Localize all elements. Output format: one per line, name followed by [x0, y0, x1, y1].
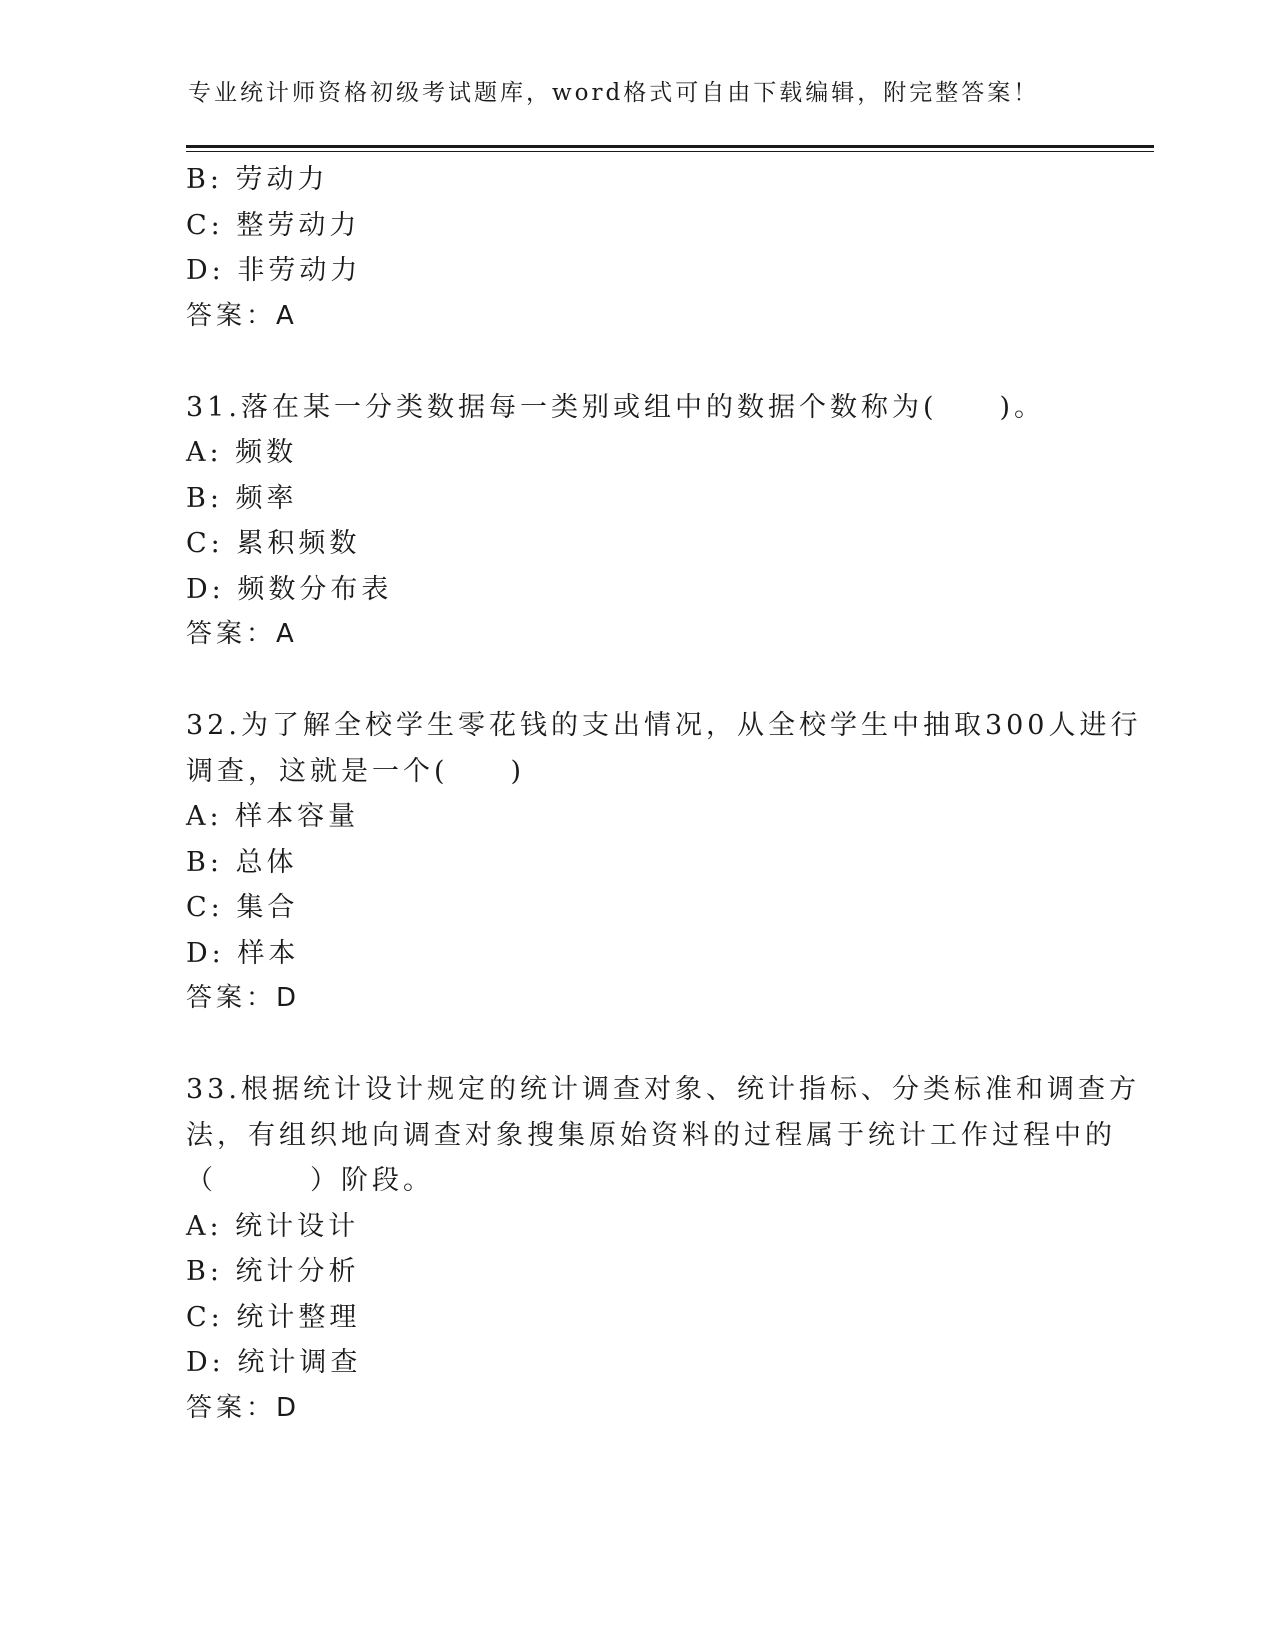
question-32	[186, 703, 1142, 1022]
option-c: C: 统计整理	[186, 1301, 361, 1333]
question-list	[186, 157, 1142, 1431]
question-stem-line-1: 32.为了解全校学生零花钱的支出情况，从全校学生中抽取300人进行	[186, 710, 1142, 741]
option-c: C: 累积频数	[186, 528, 361, 559]
answer-line: 答案：A	[186, 300, 298, 331]
option-d: D: 非劳动力	[186, 255, 362, 286]
option-a: A: 统计设计	[186, 1210, 360, 1242]
option-c: C: 集合	[186, 892, 299, 923]
option-d: D: 样本	[186, 937, 300, 969]
header-rule-thin	[186, 151, 1154, 152]
option-c: C: 整劳动力	[186, 209, 361, 241]
question-31	[186, 385, 1086, 658]
question-stem-line-2: 调查，这就是一个( )	[186, 755, 526, 787]
question-30	[186, 157, 1086, 339]
question-stem-line-1: 33.根据统计设计规定的统计调查对象、统计指标、分类标准和调查方	[186, 1074, 1140, 1105]
answer-line: 答案：D	[186, 983, 301, 1013]
spacer	[186, 1022, 1086, 1068]
option-b: B: 统计分析	[186, 1256, 360, 1287]
option-d: D: 频数分布表	[186, 573, 393, 605]
question-33	[186, 1067, 1140, 1431]
question-stem: 31.落在某一分类数据每一类别或组中的数据个数称为( )。	[186, 391, 1046, 423]
answer-line: 答案：A	[186, 619, 298, 649]
option-a: A: 样本容量	[186, 801, 360, 832]
answer-line: 答案：D	[186, 1392, 301, 1423]
spacer	[186, 339, 1086, 385]
spacer	[186, 658, 1086, 704]
option-b: B: 总体	[186, 846, 298, 878]
header-rule-thick	[186, 145, 1154, 148]
page-header: 专业统计师资格初级考试题库，word格式可自由下载编辑，附完整答案！	[188, 80, 1040, 106]
option-b: B: 频率	[186, 482, 298, 514]
question-stem-line-2: 法，有组织地向调查对象搜集原始资料的过程属于统计工作过程中的	[186, 1119, 1116, 1151]
option-a: A: 频数	[186, 437, 298, 468]
option-b: B: 劳动力	[186, 164, 329, 195]
option-d: D: 统计调查	[186, 1347, 362, 1378]
question-stem-line-3: （ ）阶段。	[186, 1165, 434, 1196]
